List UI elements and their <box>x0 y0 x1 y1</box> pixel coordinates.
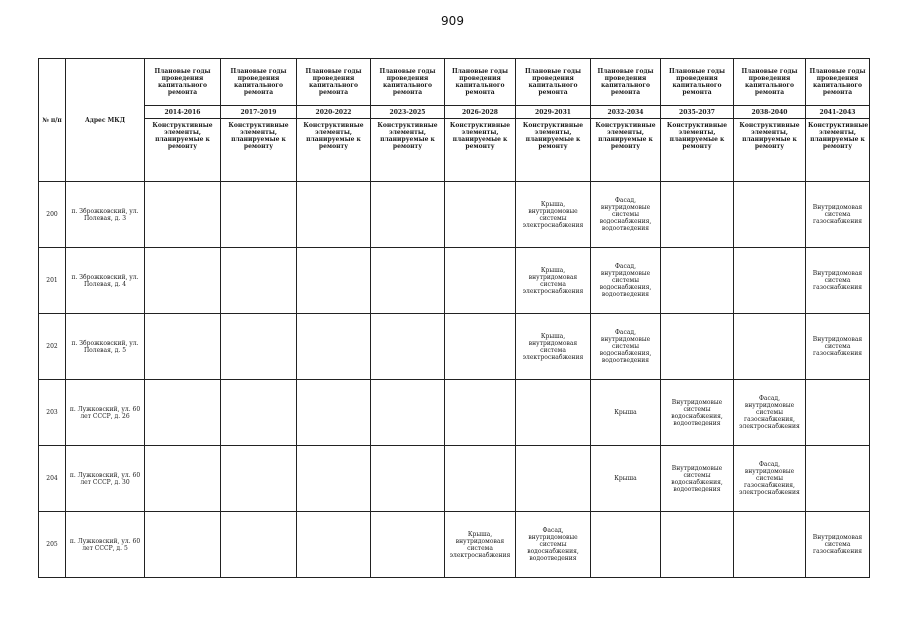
header-period-title: Плановые годы проведения капитального ремонта <box>806 59 870 106</box>
header-period: 2032-2034 <box>591 106 661 119</box>
row-cell <box>445 182 516 248</box>
header-elements: Конструктивные элементы, планируемые к ремонту <box>734 119 806 182</box>
row-cell <box>297 512 371 578</box>
row-address: п. Лужковский, ул. 60 лет СССР, д. 30 <box>66 446 145 512</box>
header-elements: Конструктивные элементы, планируемые к ремонту <box>145 119 221 182</box>
row-cell <box>221 380 297 446</box>
row-cell: Внутридомовые системы водоснабжения, водоотведения <box>661 380 734 446</box>
header-period: 2038-2040 <box>734 106 806 119</box>
row-cell: Фасад, внутридомовые системы водоснабжения, водоотведения <box>591 314 661 380</box>
row-cell: Фасад, внутридомовые системы водоснабжения, водоотведения <box>591 182 661 248</box>
row-cell <box>371 248 445 314</box>
row-cell <box>445 380 516 446</box>
row-cell <box>591 512 661 578</box>
header-period: 2020-2022 <box>297 106 371 119</box>
row-number: 200 <box>39 182 66 248</box>
row-cell <box>145 182 221 248</box>
row-cell <box>221 446 297 512</box>
page-number: 909 <box>441 14 464 28</box>
row-cell <box>661 248 734 314</box>
header-period-title: Плановые годы проведения капитального ремонта <box>297 59 371 106</box>
row-cell: Фасад, внутридомовые системы водоснабжения, водоотведения <box>591 248 661 314</box>
row-cell: Крыша, внутридомовые системы электроснабжения <box>516 182 591 248</box>
row-address: п. Лужковский, ул. 60 лет СССР, д. 26 <box>66 380 145 446</box>
header-row-periods <box>39 106 870 119</box>
header-elements: Конструктивные элементы, планируемые к ремонту <box>661 119 734 182</box>
row-cell <box>145 248 221 314</box>
row-cell <box>734 314 806 380</box>
header-period-title: Плановые годы проведения капитального ремонта <box>445 59 516 106</box>
table-row <box>39 512 870 578</box>
row-cell <box>145 380 221 446</box>
row-number: 205 <box>39 512 66 578</box>
row-cell <box>145 446 221 512</box>
header-period: 2026-2028 <box>445 106 516 119</box>
header-elements: Конструктивные элементы, планируемые к ремонту <box>516 119 591 182</box>
row-address: п. Зброжковский, ул. Полевая, д. 5 <box>66 314 145 380</box>
row-cell: Крыша <box>591 380 661 446</box>
row-cell <box>734 182 806 248</box>
row-cell <box>516 380 591 446</box>
header-elements: Конструктивные элементы, планируемые к ремонту <box>221 119 297 182</box>
row-cell <box>145 314 221 380</box>
row-cell <box>371 182 445 248</box>
row-cell <box>297 248 371 314</box>
header-period: 2014-2016 <box>145 106 221 119</box>
row-number: 204 <box>39 446 66 512</box>
row-cell <box>221 182 297 248</box>
row-cell: Внутридомовая система газоснабжения <box>806 512 870 578</box>
header-period-title: Плановые годы проведения капитального ремонта <box>661 59 734 106</box>
row-number: 201 <box>39 248 66 314</box>
row-cell: Внутридомовая система газоснабжения <box>806 314 870 380</box>
header-period-title: Плановые годы проведения капитального ремонта <box>516 59 591 106</box>
row-cell <box>297 380 371 446</box>
row-number: 202 <box>39 314 66 380</box>
row-cell <box>806 446 870 512</box>
header-elements: Конструктивные элементы, планируемые к ремонту <box>806 119 870 182</box>
row-cell <box>371 512 445 578</box>
header-period-title: Плановые годы проведения капитального ремонта <box>371 59 445 106</box>
row-cell: Крыша, внутридомовая система электроснабжения <box>445 512 516 578</box>
table-row <box>39 380 870 446</box>
row-cell <box>371 314 445 380</box>
row-cell: Внутридомовые системы водоснабжения, водоотведения <box>661 446 734 512</box>
row-cell: Крыша <box>591 446 661 512</box>
header-period: 2023-2025 <box>371 106 445 119</box>
row-cell: Внутридомовая система газоснабжения <box>806 182 870 248</box>
header-period: 2017-2019 <box>221 106 297 119</box>
row-cell <box>445 314 516 380</box>
row-cell <box>734 512 806 578</box>
header-period-title: Плановые годы проведения капитального ремонта <box>591 59 661 106</box>
header-period: 2035-2037 <box>661 106 734 119</box>
table-row <box>39 314 870 380</box>
row-address: п. Зброжковский, ул. Полевая, д. 4 <box>66 248 145 314</box>
row-cell <box>734 248 806 314</box>
row-cell <box>806 380 870 446</box>
row-cell <box>661 512 734 578</box>
row-cell <box>297 182 371 248</box>
row-cell: Внутридомовая система газоснабжения <box>806 248 870 314</box>
header-period-title: Плановые годы проведения капитального ремонта <box>145 59 221 106</box>
header-period-title: Плановые годы проведения капитального ремонта <box>221 59 297 106</box>
row-cell <box>371 380 445 446</box>
row-number: 203 <box>39 380 66 446</box>
header-num: № п/п <box>39 59 66 182</box>
row-cell <box>661 182 734 248</box>
row-cell <box>661 314 734 380</box>
row-cell: Крыша, внутридомовая система электроснабжения <box>516 314 591 380</box>
row-cell: Фасад, внутридомовые системы газоснабжения, электроснабжения <box>734 380 806 446</box>
row-cell <box>445 248 516 314</box>
row-cell <box>297 446 371 512</box>
row-cell: Фасад, внутридомовые системы водоснабжения, водоотведения <box>516 512 591 578</box>
capital-repair-table <box>38 58 870 578</box>
header-period: 2041-2043 <box>806 106 870 119</box>
row-address: п. Лужковский, ул. 60 лет СССР, д. 5 <box>66 512 145 578</box>
row-cell <box>371 446 445 512</box>
row-cell <box>297 314 371 380</box>
row-cell: Фасад, внутридомовые системы газоснабжения, электроснабжения <box>734 446 806 512</box>
row-cell: Крыша, внутридомовая система электроснабжения <box>516 248 591 314</box>
header-elements: Конструктивные элементы, планируемые к ремонту <box>371 119 445 182</box>
table-row <box>39 248 870 314</box>
row-address: п. Зброжковский, ул. Полевая, д. 3 <box>66 182 145 248</box>
header-elements: Конструктивные элементы, планируемые к ремонту <box>445 119 516 182</box>
header-row-titles <box>39 59 870 106</box>
header-elements: Конструктивные элементы, планируемые к ремонту <box>591 119 661 182</box>
row-cell <box>221 248 297 314</box>
row-cell <box>516 446 591 512</box>
header-row-elements <box>39 119 870 182</box>
row-cell <box>221 314 297 380</box>
header-elements: Конструктивные элементы, планируемые к ремонту <box>297 119 371 182</box>
row-cell <box>445 446 516 512</box>
header-period: 2029-2031 <box>516 106 591 119</box>
row-cell <box>221 512 297 578</box>
header-address: Адрес МКД <box>66 59 145 182</box>
header-period-title: Плановые годы проведения капитального ремонта <box>734 59 806 106</box>
table-row <box>39 182 870 248</box>
table-row <box>39 446 870 512</box>
row-cell <box>145 512 221 578</box>
